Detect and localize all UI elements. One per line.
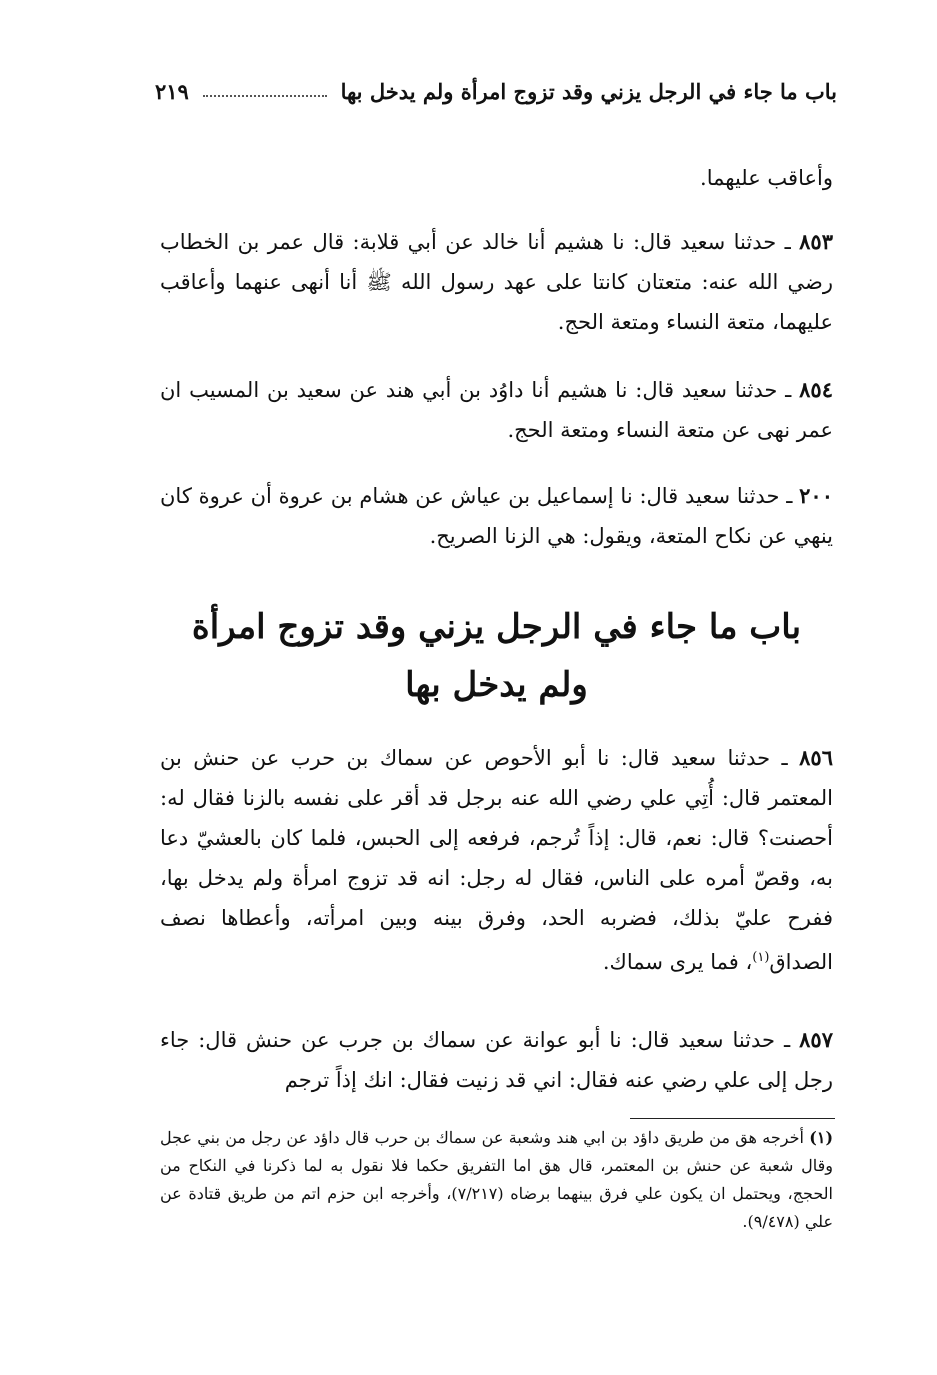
footnote-reference[interactable]: (١) bbox=[752, 950, 770, 965]
running-title: باب ما جاء في الرجل يزني وقد تزوج امرأة ولم يدخل بها bbox=[340, 79, 837, 104]
page-number: ٢١٩ bbox=[155, 79, 189, 104]
hadith-text: ـ حدثنا سعيد قال: نا إسماعيل بن عياش عن هشام بن عروة أن عروة كان ينهي عن نكاح المتعة، ويقول: هي الزنا الصريح. bbox=[160, 484, 833, 548]
hadith-text: ـ حدثنا سعيد قال: نا أبو الأحوص عن سماك بن حرب عن حنش بن المعتمر قال: أُتِي علي رضي الله عنه برجل قد أقر على نفسه بالزنا فقال له: أحصنت؟ قال: نعم، قال: إذاً تُرجم، فرفعه إلى الحبس، فلما كان بالعشيّ دعا به، وقصّ أمره على الناس، فقال له رجل: انه قد تزوج امرأة ولم يدخل بها، ففرح عليّ بذلك، فضربه الحد، وفرق بينه وبين امرأته، وأعطاها نصف الصداق bbox=[160, 746, 833, 974]
hadith-number: ٨٥٣ bbox=[799, 229, 833, 254]
footnote-separator bbox=[630, 1118, 835, 1119]
footnote-text: أخرجه هق من طريق داؤد بن ابي هند وشعبة عن سماك بن حرب قال داؤد عن رجل من بني عجل وقال شعبة عن حنش بن المعتمر، قال هق اما التفريق حكما فلا نقول به لما ذكرنا في النكاح من الحجج، ويحتمل ان يكون علي فرق بينهما برضاه (٧/٢١٧)، وأخرجه ابن حزم اتم من طريق قتادة عن علي (٩/٤٧٨). bbox=[160, 1128, 833, 1231]
hadith-856 bbox=[160, 738, 833, 982]
hadith-number: ٢٠٠ bbox=[799, 483, 833, 508]
hadith-text-tail: ، فما يرى سماك. bbox=[602, 950, 753, 974]
header-dotted-leader bbox=[203, 95, 327, 97]
hadith-text: ـ حدثنا سعيد قال: نا هشيم أنا داوُد بن أبي هند عن سعيد بن المسيب ان عمر نهى عن متعة النساء ومتعة الحج. bbox=[160, 378, 833, 442]
hadith-number: ٨٥٦ bbox=[799, 745, 833, 770]
paragraph-text: وأعاقب عليهما. bbox=[700, 166, 833, 190]
hadith-text: ـ حدثنا سعيد قال: نا أبو عوانة عن سماك بن جرب عن حنش قال: جاء رجل إلى علي رضي عنه فقال: اني قد زنيت فقال: انك إذاً ترجم bbox=[160, 1028, 833, 1092]
hadith-number: ٨٥٤ bbox=[799, 377, 833, 402]
hadith-854 bbox=[160, 370, 833, 450]
running-header bbox=[155, 74, 837, 110]
chapter-heading-line-1: باب ما جاء في الرجل يزني وقد تزوج امرأة bbox=[191, 607, 802, 647]
paragraph-continuation bbox=[160, 158, 833, 198]
footnote-1 bbox=[160, 1124, 833, 1236]
hadith-200 bbox=[160, 476, 833, 556]
hadith-number: ٨٥٧ bbox=[799, 1027, 833, 1052]
chapter-heading bbox=[160, 598, 833, 714]
hadith-853 bbox=[160, 222, 833, 342]
footnote-mark: (١) bbox=[809, 1128, 834, 1147]
chapter-heading-line-2: ولم يدخل بها bbox=[405, 665, 588, 705]
hadith-text: ـ حدثنا سعيد قال: نا هشيم أنا خالد عن أبي قلابة: قال عمر بن الخطاب رضي الله عنه: متعتان كانتا على عهد رسول الله ﷺ أنا أنهى عنهما وأعاقب عليهما، متعة النساء ومتعة الحج. bbox=[160, 230, 833, 334]
hadith-857 bbox=[160, 1020, 833, 1100]
